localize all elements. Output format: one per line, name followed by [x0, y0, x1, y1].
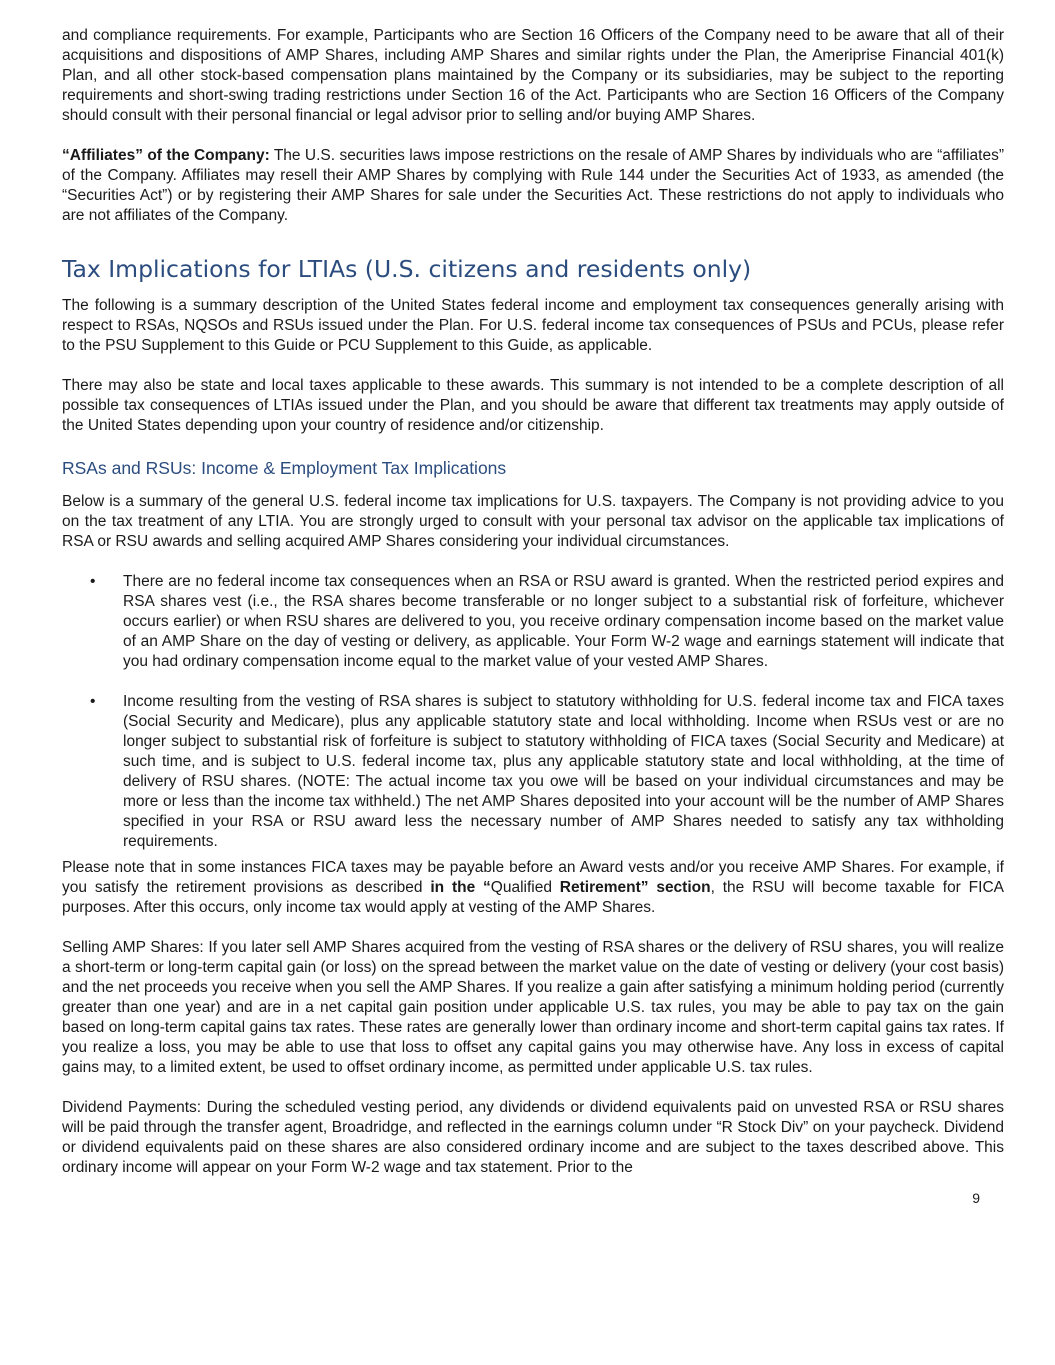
section16-paragraph: and compliance requirements. For example, Participants who are Section 16 Officers of the Company need to be aware that all of their acquisitions and dispositions of AMP Shares, including AMP Shares and similar rights under the Plan, the Ameriprise Financial 401(k) Plan, and all other stock-based compensation plans maintained by the Company or its subsidiaries, may be subject to the reporting requirements and short-swing trading restrictions under Section 16 of the Act. Participants who are Section 16 Officers of the Company should consult with their personal financial or legal advisor prior to selling and/or buying AMP Shares.	[62, 27, 1004, 124]
list-item-text: Income resulting from the vesting of RSA shares is subject to statutory withholding for U.S. federal income tax and FICA taxes (Social Security and Medicare), plus any applicable statutory state and local withholding. Income when RSUs vest or are no longer subject to substantial risk of forfeiture is subject to statutory withholding of FICA taxes (Social Security and Medicare) at such time, and is subject to U.S. federal income tax, plus any applicable statutory state and local withholding, at the time of delivery of RSU shares. (NOTE: The actual income tax you owe will be based on your individual circumstances and may be more or less than the income tax withheld.) The net AMP Shares deposited into your account will be the number of AMP Shares specified in your RSA or RSU award less the necessary number of AMP Shares needed to satisfy any tax withholding requirements.	[123, 693, 1004, 850]
fica-text: , the RSU will become taxable for FICA purposes. After this occurs, only income tax would apply at vesting of the AMP Shares.	[62, 879, 1004, 916]
section-heading: Tax Implications for LTIAs (U.S. citizens and residents only)	[62, 255, 752, 283]
bullet-icon: •	[90, 573, 96, 590]
selling-shares-paragraph: Selling AMP Shares: If you later sell AMP Shares acquired from the vesting of RSA shares or the delivery of RSU shares, you will realize a short-term or long-term capital gain (or loss) on the spread between the market value on the date of vesting or delivery (your cost basis) and the net proceeds you receive when you sell the AMP Shares. If you realize a gain after satisfying a minimum holding period (currently greater than one year) and are in a net capital gain position under applicable U.S. tax rules, you may be able to pay tax on the gain based on long-term capital gains tax rates. These rates are generally lower than ordinary income and short-term capital gains tax rates. If you realize a loss, you may be able to use that loss to offset any capital gains you may otherwise have. Any loss in excess of capital gains may, to a limited extent, be used to offset ordinary income, as permitted under applicable U.S. tax rules.	[62, 939, 1004, 1076]
state-taxes-paragraph: There may also be state and local taxes applicable to these awards. This summary is not intended to be a complete description of all possible tax consequences of LTIAs issued under the Plan, and you should be aware that different tax treatments may apply outside of the United States depending upon your country of residence and/or citizenship.	[62, 377, 1004, 434]
affiliates-text: The U.S. securities laws impose restrictions on the resale of AMP Shares by individuals who are “affiliates” of the Company. Affiliates may resell their AMP Shares by complying with Rule 144 under the Securities Act of 1933, as amended (the “Securities Act”) or by registering their AMP Shares for sale under the Securities Act. These restrictions do not apply to individuals who are not affiliates of the Company.	[62, 147, 1005, 224]
list-item-text: There are no federal income tax consequences when an RSA or RSU award is granted. When the restricted period expires and RSA shares vest (i.e., the RSA shares become transferable or no longer subject to a substantial risk of forfeiture, whichever occurs earlier) or when RSU shares are delivered to you, you receive ordinary compensation income based on the market value of an AMP Share on the day of vesting or delivery, as applicable. Your Form W-2 wage and earnings statement will indicate that you had ordinary compensation income equal to the market value of your vested AMP Shares.	[123, 573, 1004, 670]
summary-paragraph: The following is a summary description of the United States federal income and employment tax consequences generally arising with respect to RSAs, NQSOs and RSUs issued under the Plan. For U.S. federal income tax consequences of PSUs and PCUs, please refer to the PSU Supplement to this Guide or PCU Supplement to this Guide, as applicable.	[62, 297, 1004, 354]
page-number: 9	[972, 1190, 980, 1206]
affiliates-label: “Affiliates” of the Company:	[62, 147, 270, 164]
subsection-heading: RSAs and RSUs: Income & Employment Tax Implications	[62, 458, 507, 478]
bullet-icon: •	[90, 693, 96, 710]
affiliates-paragraph	[62, 146, 1004, 226]
fica-paragraph	[62, 858, 1004, 918]
fica-text: Please note that in some instances FICA taxes may be payable before an Award vests and/or you receive AMP Shares. For example, if you satisfy the retirement provisions as described	[62, 859, 1004, 896]
list-item	[90, 572, 1004, 672]
intro-paragraph: Below is a summary of the general U.S. federal income tax implications for U.S. taxpayers. The Company is not providing advice to you on the tax treatment of any LTIA. You are strongly urged to consult with your personal tax advisor on the applicable tax implications of RSA or RSU awards and selling acquired AMP Shares considering your individual circumstances.	[62, 493, 1004, 550]
fica-bold: Retirement” section	[559, 879, 711, 896]
fica-text: Qualified	[490, 879, 560, 896]
fica-bold: in the “	[430, 879, 491, 896]
list-item	[90, 692, 1004, 852]
dividend-paragraph: Dividend Payments: During the scheduled vesting period, any dividends or dividend equivalents paid on unvested RSA or RSU shares will be paid through the transfer agent, Broadridge, and reflected in the earnings column under “R Stock Div” on your paycheck. Dividend or dividend equivalents paid on these shares are also considered ordinary income and are subject to the taxes described above. This ordinary income will appear on your Form W-2 wage and tax statement. Prior to the	[62, 1099, 1004, 1176]
